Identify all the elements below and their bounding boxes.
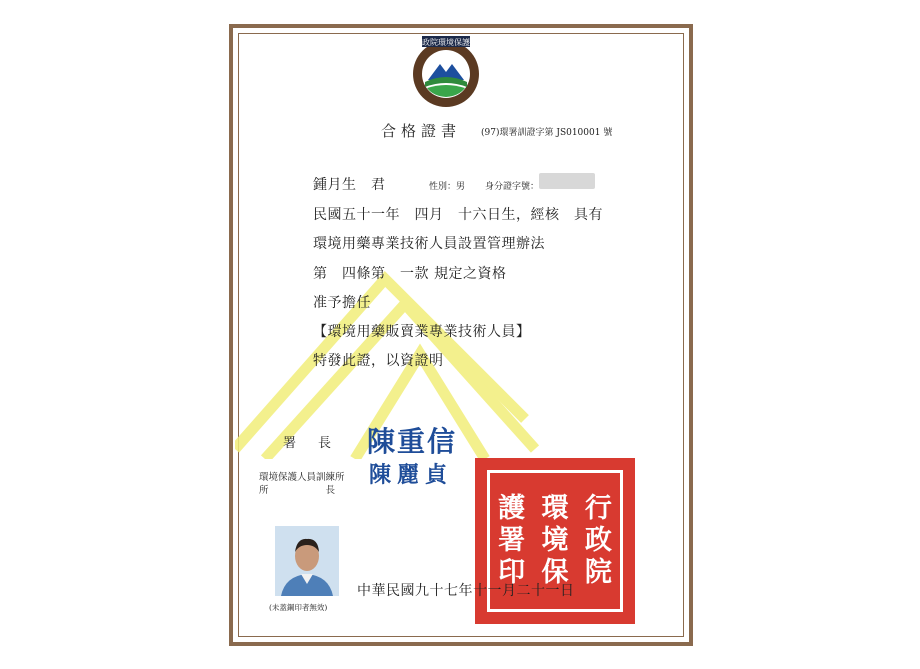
logo-text: 行政院環境保護署 <box>414 38 478 47</box>
seal-column <box>541 493 568 589</box>
certificate <box>229 24 693 646</box>
institute-label-line1: 環境保護人員訓練所 <box>259 472 345 483</box>
position-line: 【環境用藥販賣業專業技術人員】 <box>313 324 531 340</box>
issue-date: 中華民國九十七年十一月二十一日 <box>357 583 575 599</box>
closing-line: 特發此證，以資證明 <box>313 353 444 369</box>
seal-text: 護 署 印 <box>498 493 526 588</box>
id-number-label: 身分證字號： <box>485 182 540 192</box>
regulation-line: 環境用藥專業技術人員設置管理辦法 <box>313 236 545 252</box>
institute-signature: 陳麗貞 <box>369 463 454 488</box>
certificate-title: 合格證書 <box>381 122 462 140</box>
portrait-image <box>275 526 339 596</box>
seal-column <box>498 493 525 589</box>
certificate-number: (97)環署訓證字第 JS010001 號 <box>481 128 613 138</box>
seal-text: 環 境 保 <box>541 493 569 588</box>
holder-photo <box>275 526 339 596</box>
director-signature: 陳重信 <box>367 425 458 458</box>
article-line: 第 四條第 一款 規定之資格 <box>313 266 507 282</box>
institute-label-line2: 所 長 <box>259 485 336 496</box>
approval-line: 准予擔任 <box>313 295 371 311</box>
institute-director-label <box>259 471 345 497</box>
birth-line: 民國五十一年 四月 十六日生，經核 具有 <box>313 207 603 223</box>
epa-logo-emblem <box>409 34 483 108</box>
seal-text: 行 政 院 <box>584 493 612 588</box>
seal-column <box>585 493 612 589</box>
photo-caption: (未蓋鋼印者無效) <box>269 603 328 612</box>
id-number-redacted <box>539 173 595 189</box>
gender-label: 性別：男 <box>429 182 466 192</box>
director-label: 署長 <box>283 436 354 451</box>
holder-name: 鍾月生 君 <box>313 177 386 193</box>
